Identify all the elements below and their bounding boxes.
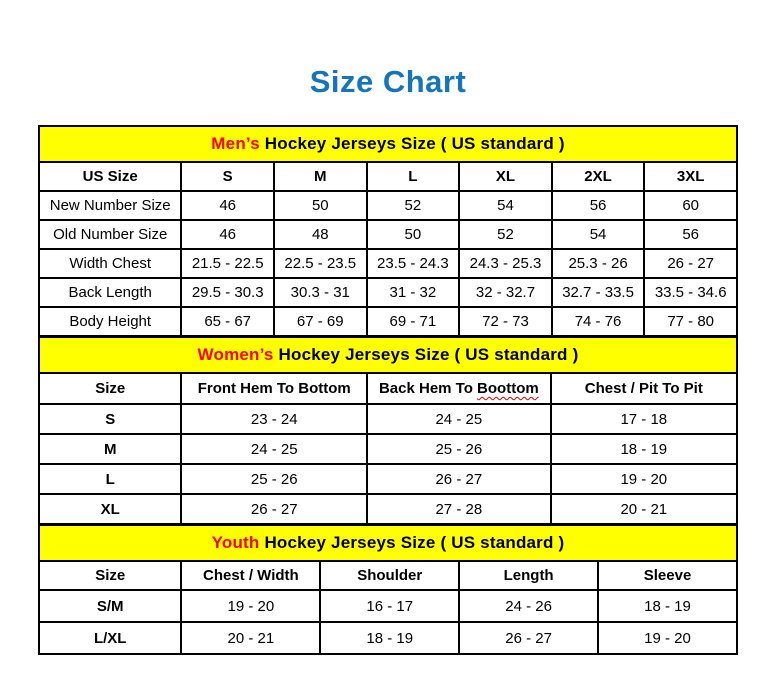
table-row <box>39 434 737 464</box>
size-cell: 26 - 27 <box>644 249 737 278</box>
mens-section-band <box>39 126 737 162</box>
size-cell: 24 - 25 <box>367 404 551 434</box>
size-cell: 26 - 27 <box>367 464 551 494</box>
size-cell: 25.3 - 26 <box>552 249 645 278</box>
column-header: Chest / Width <box>181 561 320 590</box>
row-label: Width Chest <box>39 249 181 278</box>
size-cell: 24.3 - 25.3 <box>459 249 552 278</box>
size-cell: 50 <box>274 191 367 220</box>
row-label: New Number Size <box>39 191 181 220</box>
mens-size-table <box>38 125 738 337</box>
youth-header-row <box>39 561 737 590</box>
size-cell: 19 - 20 <box>598 622 737 654</box>
column-header-text: Back Hem To <box>378 380 473 397</box>
column-header: Size <box>39 373 181 404</box>
spellcheck-underline-word: Boottom <box>477 380 539 397</box>
column-header-misspelled <box>367 373 551 404</box>
womens-section-title <box>39 337 737 373</box>
size-cell: 69 - 71 <box>367 307 460 336</box>
size-cell: 50 <box>367 220 460 249</box>
womens-section-title-rest: Hockey Jerseys Size ( US standard ) <box>278 345 579 364</box>
row-label: S <box>39 404 181 434</box>
column-header: Size <box>39 561 181 590</box>
size-cell: 18 - 19 <box>320 622 459 654</box>
womens-size-table <box>38 336 738 525</box>
table-row <box>39 249 737 278</box>
size-cell: 18 - 19 <box>598 590 737 622</box>
column-header: Shoulder <box>320 561 459 590</box>
column-header: M <box>274 162 367 191</box>
column-header: Length <box>459 561 598 590</box>
size-cell: 25 - 26 <box>367 434 551 464</box>
mens-section-title <box>39 126 737 162</box>
size-cell: 23 - 24 <box>181 404 367 434</box>
row-label: L/XL <box>39 622 181 654</box>
mens-header-row <box>39 162 737 191</box>
size-cell: 56 <box>552 191 645 220</box>
size-cell: 22.5 - 23.5 <box>274 249 367 278</box>
size-cell: 65 - 67 <box>181 307 274 336</box>
table-row <box>39 404 737 434</box>
size-cell: 32 - 32.7 <box>459 278 552 307</box>
size-cell: 20 - 21 <box>551 494 737 524</box>
size-cell: 21.5 - 22.5 <box>181 249 274 278</box>
table-row <box>39 278 737 307</box>
size-cell: 56 <box>644 220 737 249</box>
size-cell: 52 <box>459 220 552 249</box>
womens-section-band <box>39 337 737 373</box>
size-cell: 32.7 - 33.5 <box>552 278 645 307</box>
size-cell: 48 <box>274 220 367 249</box>
size-cell: 31 - 32 <box>367 278 460 307</box>
size-cell: 23.5 - 24.3 <box>367 249 460 278</box>
size-cell: 26 - 27 <box>459 622 598 654</box>
size-cell: 29.5 - 30.3 <box>181 278 274 307</box>
row-label: L <box>39 464 181 494</box>
size-cell: 52 <box>367 191 460 220</box>
size-cell: 19 - 20 <box>181 590 320 622</box>
column-header: S <box>181 162 274 191</box>
row-label: Body Height <box>39 307 181 336</box>
row-label: Back Length <box>39 278 181 307</box>
size-cell: 74 - 76 <box>552 307 645 336</box>
table-row <box>39 622 737 654</box>
size-cell: 30.3 - 31 <box>274 278 367 307</box>
size-tables-container <box>38 125 738 655</box>
size-cell: 60 <box>644 191 737 220</box>
size-cell: 24 - 26 <box>459 590 598 622</box>
size-cell: 77 - 80 <box>644 307 737 336</box>
column-header: Front Hem To Bottom <box>181 373 367 404</box>
size-cell: 72 - 73 <box>459 307 552 336</box>
column-header: 3XL <box>644 162 737 191</box>
row-label: M <box>39 434 181 464</box>
size-cell: 19 - 20 <box>551 464 737 494</box>
youth-section-band <box>39 525 737 561</box>
table-row <box>39 494 737 524</box>
size-cell: 46 <box>181 220 274 249</box>
table-row <box>39 220 737 249</box>
size-cell: 16 - 17 <box>320 590 459 622</box>
size-cell: 54 <box>552 220 645 249</box>
size-cell: 24 - 25 <box>181 434 367 464</box>
size-cell: 67 - 69 <box>274 307 367 336</box>
column-header: US Size <box>39 162 181 191</box>
youth-section-title-rest: Hockey Jerseys Size ( US standard ) <box>264 533 565 552</box>
size-cell: 54 <box>459 191 552 220</box>
table-row <box>39 307 737 336</box>
womens-section-title-highlight: Women’s <box>197 345 274 364</box>
column-header: XL <box>459 162 552 191</box>
size-cell: 17 - 18 <box>551 404 737 434</box>
youth-size-table <box>38 524 738 655</box>
size-cell: 25 - 26 <box>181 464 367 494</box>
column-header: L <box>367 162 460 191</box>
mens-section-title-rest: Hockey Jerseys Size ( US standard ) <box>264 134 565 153</box>
column-header: Chest / Pit To Pit <box>551 373 737 404</box>
youth-section-title <box>39 525 737 561</box>
size-cell: 27 - 28 <box>367 494 551 524</box>
size-cell: 20 - 21 <box>181 622 320 654</box>
row-label: XL <box>39 494 181 524</box>
table-row <box>39 191 737 220</box>
page-title: Size Chart <box>309 64 467 99</box>
row-label: Old Number Size <box>39 220 181 249</box>
table-row <box>39 464 737 494</box>
womens-header-row <box>39 373 737 404</box>
size-cell: 33.5 - 34.6 <box>644 278 737 307</box>
size-cell: 18 - 19 <box>551 434 737 464</box>
size-cell: 46 <box>181 191 274 220</box>
size-cell: 26 - 27 <box>181 494 367 524</box>
column-header: 2XL <box>552 162 645 191</box>
column-header: Sleeve <box>598 561 737 590</box>
table-row <box>39 590 737 622</box>
mens-section-title-highlight: Men’s <box>211 134 260 153</box>
row-label: S/M <box>39 590 181 622</box>
youth-section-title-highlight: Youth <box>211 533 260 552</box>
